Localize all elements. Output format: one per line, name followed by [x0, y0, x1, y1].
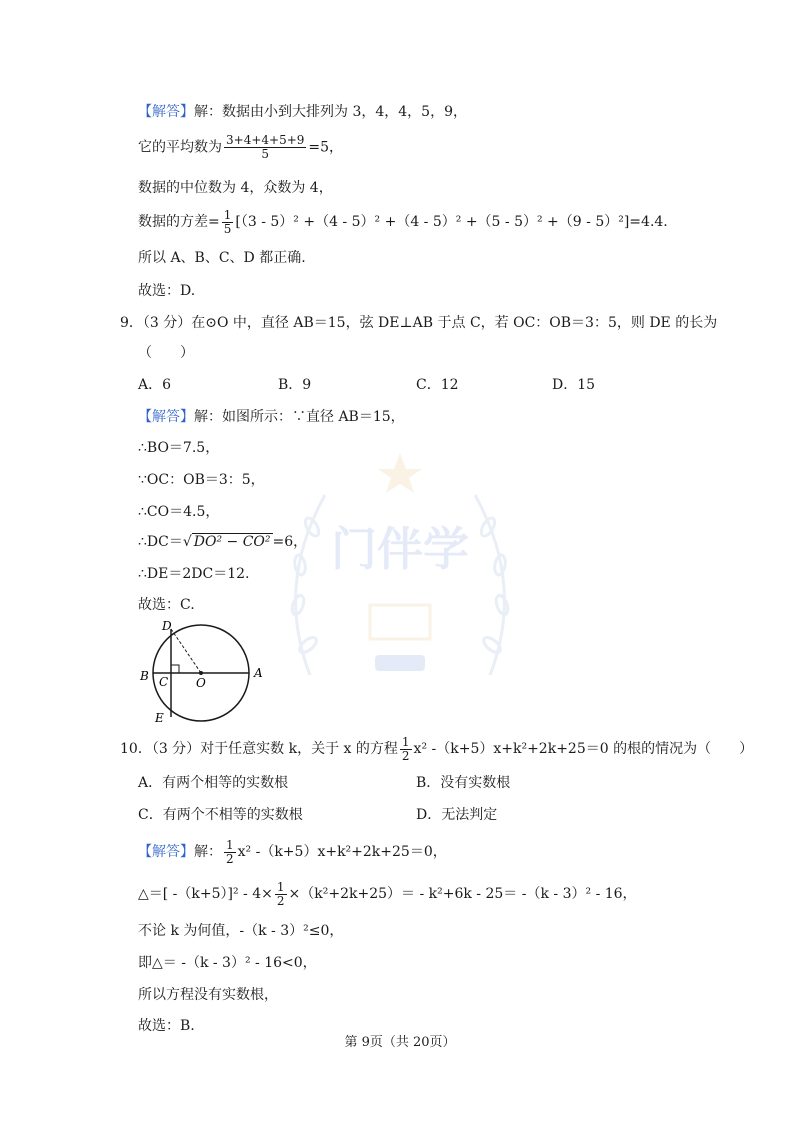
answer8-line2: 它的平均数为 $\frac{3+4+4+5+9}{5}$ =5，: [138, 133, 344, 161]
center-point: [199, 671, 203, 675]
answer9-line4: ∴CO＝4.5，: [138, 504, 220, 520]
q10-option-c: C．有两个不相等的实数根: [138, 807, 303, 823]
answer8-line1: 【解答】解：数据由小到大排列为 3，4，4，5，9，: [138, 104, 467, 120]
answer10-line1: 【解答】解： $\frac{1}{2}$ x² -（k+5）x+k²+2k+25＝0，: [138, 837, 447, 866]
answer8-line5: 所以 A、B、C、D 都正确.: [138, 250, 306, 266]
q10-stem: 10．（3 分）对于任意实数 k，关于 x 的方程 $\frac{1}{2}$ x² -（k+5）x+k²+2k+25＝0 的根的情况为（ ）: [120, 734, 754, 763]
answer-tag: 【解答】: [138, 104, 194, 120]
answer10-line2: △＝[ -（k+5）]² - 4× $\frac{1}{2}$ ×（k²+2k+25）＝ - k²+6k - 25＝ -（k - 3）² - 16，: [138, 879, 637, 908]
q9-stem: 9．（3 分）在⊙O 中，直径 AB＝15，弦 DE⊥AB 于点 C，若 OC：OB＝3：5，则 DE 的长为: [120, 315, 718, 331]
label-o: O: [196, 676, 206, 690]
answer8-line6: 故选：D.: [138, 283, 196, 299]
q9-paren: （ ）: [138, 345, 194, 361]
variance-fraction: $\frac{1}{5}$: [223, 207, 232, 236]
q9-option-c: C．12: [416, 377, 459, 393]
q9-option-a: A．6: [138, 377, 172, 393]
answer8-line3: 数据的中位数为 4，众数为 4，: [138, 180, 333, 196]
answer10-line4: 即△＝ -（k - 3）² - 16<0，: [138, 955, 317, 971]
q10-option-b: B．没有实数根: [416, 775, 511, 791]
svg-text:门伴学: 门伴学: [331, 522, 469, 576]
segment-do: [171, 629, 201, 673]
q10-option-d: D．无法判定: [416, 807, 498, 823]
answer9-line2: ∴BO＝7.5，: [138, 440, 220, 456]
answer8-line4: 数据的方差= $\frac{1}{5}$ [（3 - 5）² +（4 - 5）² +（4 - 5）² +（5 - 5）² +（9 - 5）²]=4.4.: [138, 207, 668, 236]
q9-option-d: D．15: [552, 377, 596, 393]
right-angle-mark: [171, 665, 179, 673]
answer10-line5: 所以方程没有实数根，: [138, 987, 278, 1003]
page-footer: 第 9页（共 20页）: [344, 1035, 456, 1050]
circle-figure: [135, 615, 270, 725]
answer9-line6: ∴DE＝2DC＝12.: [138, 566, 250, 582]
sqrt-expression: √ DO² − CO²: [182, 534, 271, 550]
label-b: B: [140, 669, 149, 683]
label-a: A: [254, 666, 263, 680]
answer9-line1: 【解答】解：如图所示：∵直径 AB＝15，: [138, 409, 405, 425]
watermark-logo: [270, 445, 530, 715]
label-e: E: [155, 711, 164, 725]
answer10-line6: 故选：B.: [138, 1018, 195, 1034]
answer9-line5: ∴DC＝√ DO² − CO² =6，: [138, 534, 308, 550]
answer10-line3: 不论 k 为何值，-（k - 3）²≤0，: [138, 923, 344, 939]
answer9-line7: 故选：C.: [138, 597, 195, 613]
label-d: D: [162, 619, 172, 633]
q9-option-b: B．9: [278, 377, 312, 393]
mean-fraction: $\frac{3+4+4+5+9}{5}$: [226, 133, 305, 161]
q10-option-a: A．有两个相等的实数根: [138, 775, 289, 791]
answer9-line3: ∵OC：OB＝3：5，: [138, 472, 265, 488]
label-c: C: [159, 675, 169, 689]
